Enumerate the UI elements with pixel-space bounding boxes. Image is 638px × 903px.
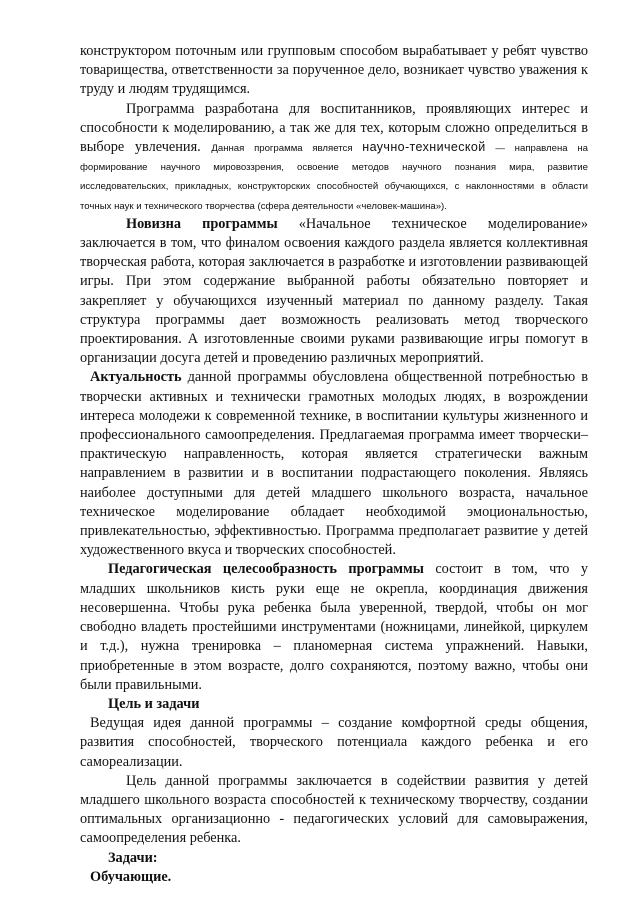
paragraph-goal: Цель данной программы заключается в содействии развития у детей младшего школьного возраста способностей к техническому творчеству, создании оптимальных организационно - педагогических условий для самовыражения, самоопределения ребенка. (80, 772, 588, 847)
program-type-note-lead: Данная программа является (211, 143, 353, 155)
paragraph-intro: конструктором поточным или групповым способом вырабатывает у ребят чувство товарищества, ответственности за порученное дело, возникает чувство уважения к труду и людям трудящимся. (80, 43, 588, 98)
program-type-name: научно-технической (362, 140, 486, 155)
paragraph-relevance (80, 368, 588, 560)
program-type-note-rest: — направлена на формирование научного мировоззрения, освоение методов научного познания мира, развитие исследовательских, прикладных, конструкторских способностей обучающихся, с наклонностями в области точных наук и технического творчества (сфера деятельности «человек-машина»). (80, 143, 588, 212)
goals-heading: Цель и задачи (108, 695, 200, 712)
audience-text: Программа разработана для воспитанников, проявляющих интерес и способности к моделированию, а так же для тех, которым сложно определиться в выборе увлечения. (80, 100, 588, 156)
teaching-heading: Обучающие. (90, 868, 172, 885)
pedagogical-text: состоит в том, что у младших школьников кисть руки еще не окрепла, координация движения несовершенна. Чтобы рука ребенка была уверенной, твердой, чтобы он мог свободно владеть простейшими инструментами (ножницами, линейкой, циркулем и т.д.), нужна тренировка – планомерная система упражнений. Навыки, приобретенные в этом возрасте, долго сохраняются, поэтому важно, чтобы они были правильными. (80, 561, 588, 693)
relevance-heading: Актуальность (90, 369, 182, 386)
paragraph-audience (80, 100, 588, 215)
novelty-text: «Начальное техническое моделирование» заключается в том, что финалом освоения каждого раздела является коллективная творческая работа, которая заключается в разработке и изготовлении развивающей игры. При этом содержание выбранной работы обязательно повторяет и закрепляет у обучающихся изученный материал по данному разделу. Такая структура программы дает возможность реализовать метод творческого проектирования. А изготовленные своими руками развивающие игры помогут в организации досуга детей и проведению различных мероприятий. (80, 215, 588, 367)
relevance-text: данной программы обусловлена общественной потребностью в творчески активных и технически грамотных молодых людях, в возрождении интереса молодежи к современной технике, в воспитании культуры жизненного и профессионального самоопределения. Предлагаемая программа имеет творчески–практическую направленность, которая является стратегически важным направлением в развитии и в воспитании подрастающего поколения. Являясь наиболее доступными для детей младшего школьного возраста, начальное техническое моделирование обладает необходимой эмоциональностью, привлекательностью, эффективностью. Программа предполагает развитие у детей художественного вкуса и творческих способностей. (80, 369, 588, 559)
document-body (80, 42, 588, 887)
paragraph-main-idea: Ведущая идея данной программы – создание комфортной среды общения, развития способностей, творческого потенциала каждого ребенка и его самореализации. (80, 715, 588, 770)
paragraph-pedagogical (80, 560, 588, 694)
paragraph-novelty (80, 215, 588, 369)
tasks-heading: Задачи: (108, 849, 158, 866)
novelty-heading: Новизна программы (126, 215, 278, 232)
pedagogical-heading: Педагогическая целесообразность программы (108, 561, 424, 578)
